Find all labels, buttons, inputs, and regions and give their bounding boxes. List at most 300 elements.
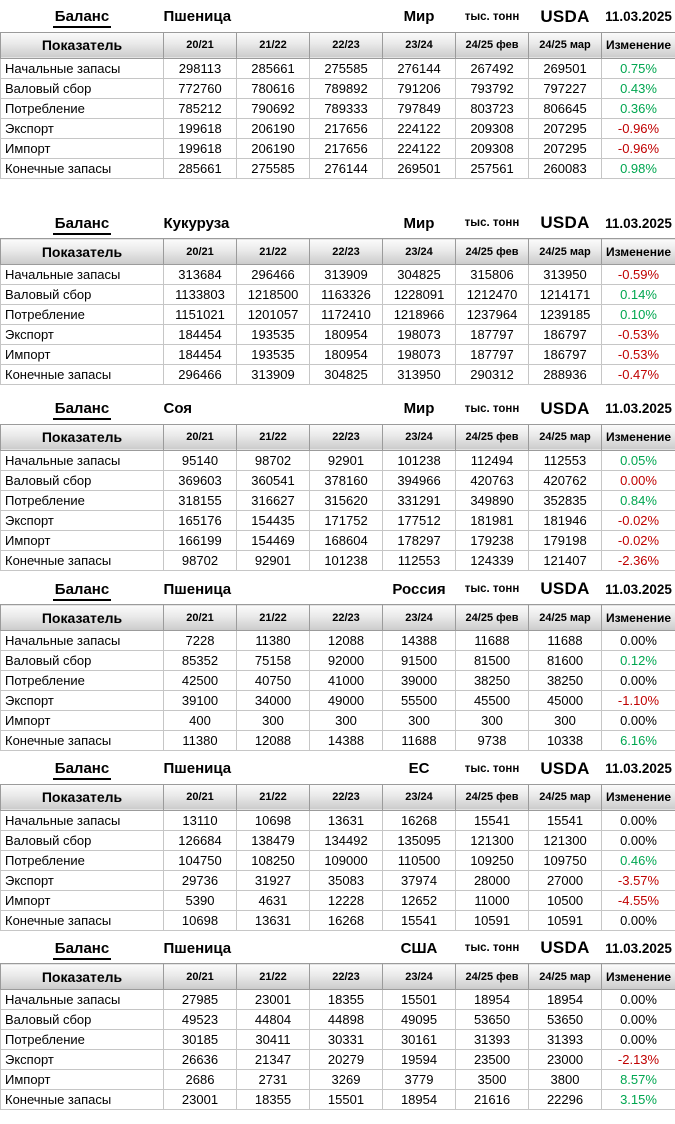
indicator-header: Показатель bbox=[1, 605, 164, 631]
cell-value: 198073 bbox=[383, 325, 456, 345]
change-value: 0.46% bbox=[602, 850, 675, 870]
table-title-row bbox=[1, 2, 675, 32]
table-row bbox=[1, 830, 675, 850]
cell-value: 49000 bbox=[310, 691, 383, 711]
cell-value: 124339 bbox=[456, 550, 529, 570]
table-row bbox=[1, 305, 675, 325]
table-row bbox=[1, 138, 675, 158]
table-header-row bbox=[1, 964, 675, 990]
cell-value: 209308 bbox=[456, 138, 529, 158]
cell-value: 171752 bbox=[310, 510, 383, 530]
cell-value: 18954 bbox=[383, 1090, 456, 1110]
cell-value: 138479 bbox=[237, 830, 310, 850]
cell-value: 1218500 bbox=[237, 285, 310, 305]
cell-value: 3779 bbox=[383, 1070, 456, 1090]
row-label: Конечные запасы bbox=[1, 365, 164, 385]
cell-value: 1212470 bbox=[456, 285, 529, 305]
row-label: Экспорт bbox=[1, 870, 164, 890]
cell-value: 806645 bbox=[529, 98, 602, 118]
cell-value: 12088 bbox=[237, 731, 310, 751]
cell-value: 53650 bbox=[529, 1010, 602, 1030]
row-label: Импорт bbox=[1, 890, 164, 910]
commodity-label: Пшеница bbox=[163, 939, 232, 957]
change-value: 0.36% bbox=[602, 98, 675, 118]
table-body bbox=[1, 450, 675, 570]
cell-value: 420762 bbox=[529, 470, 602, 490]
cell-value: 40750 bbox=[237, 671, 310, 691]
cell-value: 21616 bbox=[456, 1090, 529, 1110]
table-title-row bbox=[1, 575, 675, 605]
change-value: 0.00% bbox=[602, 1030, 675, 1050]
cell-value: 184454 bbox=[164, 325, 237, 345]
cell-value: 793792 bbox=[456, 78, 529, 98]
cell-value: 269501 bbox=[383, 158, 456, 178]
cell-value: 193535 bbox=[237, 325, 310, 345]
change-value: 0.43% bbox=[602, 78, 675, 98]
region-label: Россия bbox=[392, 580, 446, 598]
cell-value: 349890 bbox=[456, 490, 529, 510]
cell-value: 11000 bbox=[456, 890, 529, 910]
row-label: Импорт bbox=[1, 1070, 164, 1090]
cell-value: 35083 bbox=[310, 870, 383, 890]
balance-report bbox=[0, 2, 675, 1110]
column-header: 24/25 фев bbox=[456, 239, 529, 265]
cell-value: 12652 bbox=[383, 890, 456, 910]
table-row bbox=[1, 510, 675, 530]
table-body bbox=[1, 265, 675, 385]
row-label: Импорт bbox=[1, 530, 164, 550]
cell-value: 3800 bbox=[529, 1070, 602, 1090]
commodity-label: Пшеница bbox=[163, 760, 232, 778]
change-value: 0.98% bbox=[602, 158, 675, 178]
cell-value: 30331 bbox=[310, 1030, 383, 1050]
table-row bbox=[1, 890, 675, 910]
report-date: 11.03.2025 bbox=[605, 761, 672, 777]
column-header: 23/24 bbox=[383, 239, 456, 265]
row-label: Экспорт bbox=[1, 118, 164, 138]
change-value: -0.53% bbox=[602, 345, 675, 365]
cell-value: 166199 bbox=[164, 530, 237, 550]
cell-value: 108250 bbox=[237, 850, 310, 870]
change-value: 0.00% bbox=[602, 1010, 675, 1030]
cell-value: 81600 bbox=[529, 651, 602, 671]
change-value: 0.00% bbox=[602, 990, 675, 1010]
units-label: тыс. тонн bbox=[464, 762, 520, 775]
cell-value: 300 bbox=[310, 711, 383, 731]
cell-value: 296466 bbox=[237, 265, 310, 285]
cell-value: 44804 bbox=[237, 1010, 310, 1030]
cell-value: 5390 bbox=[164, 890, 237, 910]
change-value: 0.00% bbox=[602, 910, 675, 930]
units-label: тыс. тонн bbox=[464, 402, 520, 415]
row-label: Импорт bbox=[1, 138, 164, 158]
cell-value: 296466 bbox=[164, 365, 237, 385]
table-row bbox=[1, 450, 675, 470]
balance-table bbox=[0, 394, 675, 571]
cell-value: 298113 bbox=[164, 58, 237, 78]
cell-value: 304825 bbox=[310, 365, 383, 385]
cell-value: 11380 bbox=[164, 731, 237, 751]
cell-value: 275585 bbox=[237, 158, 310, 178]
cell-value: 206190 bbox=[237, 138, 310, 158]
cell-value: 109750 bbox=[529, 850, 602, 870]
cell-value: 186797 bbox=[529, 325, 602, 345]
change-value: 0.00% bbox=[602, 810, 675, 830]
report-date: 11.03.2025 bbox=[605, 9, 672, 25]
table-row bbox=[1, 325, 675, 345]
change-value: -2.36% bbox=[602, 550, 675, 570]
table-header-row bbox=[1, 239, 675, 265]
table-row bbox=[1, 365, 675, 385]
cell-value: 3269 bbox=[310, 1070, 383, 1090]
cell-value: 23001 bbox=[164, 1090, 237, 1110]
cell-value: 199618 bbox=[164, 138, 237, 158]
column-header: 24/25 фев bbox=[456, 424, 529, 450]
cell-value: 13631 bbox=[310, 810, 383, 830]
source-label: USDA bbox=[540, 213, 590, 233]
report-date: 11.03.2025 bbox=[605, 401, 672, 417]
cell-value: 26636 bbox=[164, 1050, 237, 1070]
row-label: Начальные запасы bbox=[1, 810, 164, 830]
cell-value: 10698 bbox=[164, 910, 237, 930]
region-label: ЕС bbox=[408, 760, 430, 778]
cell-value: 18954 bbox=[456, 990, 529, 1010]
change-value: 8.57% bbox=[602, 1070, 675, 1090]
cell-value: 92901 bbox=[310, 450, 383, 470]
cell-value: 331291 bbox=[383, 490, 456, 510]
table-row bbox=[1, 1090, 675, 1110]
cell-value: 313950 bbox=[529, 265, 602, 285]
column-header: 24/25 мар bbox=[529, 784, 602, 810]
units-label: тыс. тонн bbox=[464, 942, 520, 955]
table-body bbox=[1, 990, 675, 1110]
row-label: Валовый сбор bbox=[1, 470, 164, 490]
column-header: 22/23 bbox=[310, 784, 383, 810]
balance-label: Баланс bbox=[1, 754, 164, 784]
cell-value: 27000 bbox=[529, 870, 602, 890]
balance-label: Баланс bbox=[1, 394, 164, 424]
change-header: Изменение bbox=[602, 605, 675, 631]
column-header: 24/25 мар bbox=[529, 32, 602, 58]
cell-value: 34000 bbox=[237, 691, 310, 711]
cell-value: 38250 bbox=[529, 671, 602, 691]
table-body bbox=[1, 58, 675, 178]
table-row bbox=[1, 78, 675, 98]
cell-value: 10591 bbox=[456, 910, 529, 930]
cell-value: 772760 bbox=[164, 78, 237, 98]
column-header: 20/21 bbox=[164, 424, 237, 450]
cell-value: 126684 bbox=[164, 830, 237, 850]
cell-value: 4631 bbox=[237, 890, 310, 910]
change-value: 0.12% bbox=[602, 651, 675, 671]
change-value: -0.02% bbox=[602, 510, 675, 530]
cell-value: 300 bbox=[237, 711, 310, 731]
indicator-header: Показатель bbox=[1, 32, 164, 58]
change-value: 6.16% bbox=[602, 731, 675, 751]
cell-value: 217656 bbox=[310, 118, 383, 138]
cell-value: 109250 bbox=[456, 850, 529, 870]
cell-value: 104750 bbox=[164, 850, 237, 870]
table-row bbox=[1, 490, 675, 510]
cell-value: 12228 bbox=[310, 890, 383, 910]
column-header: 22/23 bbox=[310, 964, 383, 990]
report-date: 11.03.2025 bbox=[605, 940, 672, 956]
cell-value: 9738 bbox=[456, 731, 529, 751]
row-label: Начальные запасы bbox=[1, 58, 164, 78]
cell-value: 1228091 bbox=[383, 285, 456, 305]
column-header: 20/21 bbox=[164, 605, 237, 631]
row-label: Валовый сбор bbox=[1, 78, 164, 98]
cell-value: 780616 bbox=[237, 78, 310, 98]
cell-value: 92901 bbox=[237, 550, 310, 570]
cell-value: 31393 bbox=[529, 1030, 602, 1050]
table-row bbox=[1, 1070, 675, 1090]
cell-value: 49095 bbox=[383, 1010, 456, 1030]
region-label: Мир bbox=[403, 214, 435, 232]
column-header: 24/25 мар bbox=[529, 424, 602, 450]
row-label: Импорт bbox=[1, 345, 164, 365]
cell-value: 85352 bbox=[164, 651, 237, 671]
balance-table bbox=[0, 2, 675, 179]
change-value: 0.84% bbox=[602, 490, 675, 510]
row-label: Потребление bbox=[1, 305, 164, 325]
cell-value: 209308 bbox=[456, 118, 529, 138]
cell-value: 31393 bbox=[456, 1030, 529, 1050]
cell-value: 15541 bbox=[383, 910, 456, 930]
cell-value: 45500 bbox=[456, 691, 529, 711]
balance-table bbox=[0, 934, 675, 1111]
cell-value: 400 bbox=[164, 711, 237, 731]
change-value: -3.57% bbox=[602, 870, 675, 890]
cell-value: 187797 bbox=[456, 345, 529, 365]
column-header: 21/22 bbox=[237, 605, 310, 631]
cell-value: 10698 bbox=[237, 810, 310, 830]
row-label: Валовый сбор bbox=[1, 1010, 164, 1030]
cell-value: 92000 bbox=[310, 651, 383, 671]
commodity-label: Пшеница bbox=[163, 8, 232, 26]
cell-value: 290312 bbox=[456, 365, 529, 385]
row-label: Валовый сбор bbox=[1, 651, 164, 671]
table-row bbox=[1, 711, 675, 731]
column-header: 24/25 мар bbox=[529, 605, 602, 631]
cell-value: 109000 bbox=[310, 850, 383, 870]
cell-value: 316627 bbox=[237, 490, 310, 510]
cell-value: 224122 bbox=[383, 138, 456, 158]
column-header: 20/21 bbox=[164, 964, 237, 990]
source-label: USDA bbox=[540, 758, 590, 778]
indicator-header: Показатель bbox=[1, 239, 164, 265]
cell-value: 16268 bbox=[310, 910, 383, 930]
change-value: 3.15% bbox=[602, 1090, 675, 1110]
table-body bbox=[1, 631, 675, 751]
cell-value: 803723 bbox=[456, 98, 529, 118]
cell-value: 23500 bbox=[456, 1050, 529, 1070]
table-row bbox=[1, 1010, 675, 1030]
row-label: Начальные запасы bbox=[1, 631, 164, 651]
cell-value: 789333 bbox=[310, 98, 383, 118]
column-header: 24/25 фев bbox=[456, 32, 529, 58]
column-header: 21/22 bbox=[237, 784, 310, 810]
cell-value: 11688 bbox=[456, 631, 529, 651]
change-value: 0.00% bbox=[602, 671, 675, 691]
units-label: тыс. тонн bbox=[464, 10, 520, 23]
cell-value: 352835 bbox=[529, 490, 602, 510]
row-label: Начальные запасы bbox=[1, 265, 164, 285]
table-row bbox=[1, 671, 675, 691]
cell-value: 315806 bbox=[456, 265, 529, 285]
cell-value: 30411 bbox=[237, 1030, 310, 1050]
balance-label: Баланс bbox=[1, 575, 164, 605]
cell-value: 285661 bbox=[237, 58, 310, 78]
cell-value: 184454 bbox=[164, 345, 237, 365]
change-header: Изменение bbox=[602, 32, 675, 58]
column-header: 22/23 bbox=[310, 32, 383, 58]
cell-value: 45000 bbox=[529, 691, 602, 711]
commodity-label: Пшеница bbox=[163, 580, 232, 598]
table-row bbox=[1, 1050, 675, 1070]
row-label: Импорт bbox=[1, 711, 164, 731]
cell-value: 369603 bbox=[164, 470, 237, 490]
change-value: 0.00% bbox=[602, 830, 675, 850]
cell-value: 42500 bbox=[164, 671, 237, 691]
table-row bbox=[1, 118, 675, 138]
cell-value: 135095 bbox=[383, 830, 456, 850]
change-value: 0.75% bbox=[602, 58, 675, 78]
change-header: Изменение bbox=[602, 239, 675, 265]
cell-value: 41000 bbox=[310, 671, 383, 691]
cell-value: 420763 bbox=[456, 470, 529, 490]
cell-value: 112494 bbox=[456, 450, 529, 470]
cell-value: 3500 bbox=[456, 1070, 529, 1090]
table-row bbox=[1, 850, 675, 870]
cell-value: 1201057 bbox=[237, 305, 310, 325]
row-label: Начальные запасы bbox=[1, 450, 164, 470]
table-header-row bbox=[1, 424, 675, 450]
cell-value: 267492 bbox=[456, 58, 529, 78]
cell-value: 785212 bbox=[164, 98, 237, 118]
cell-value: 315620 bbox=[310, 490, 383, 510]
cell-value: 55500 bbox=[383, 691, 456, 711]
indicator-header: Показатель bbox=[1, 784, 164, 810]
row-label: Экспорт bbox=[1, 691, 164, 711]
region-label: Мир bbox=[403, 400, 435, 418]
column-header: 20/21 bbox=[164, 239, 237, 265]
table-row bbox=[1, 990, 675, 1010]
table-row bbox=[1, 731, 675, 751]
cell-value: 10338 bbox=[529, 731, 602, 751]
column-header: 23/24 bbox=[383, 605, 456, 631]
cell-value: 91500 bbox=[383, 651, 456, 671]
table-row bbox=[1, 810, 675, 830]
cell-value: 121300 bbox=[456, 830, 529, 850]
change-value: -0.96% bbox=[602, 118, 675, 138]
cell-value: 187797 bbox=[456, 325, 529, 345]
table-title-row bbox=[1, 209, 675, 239]
cell-value: 14388 bbox=[383, 631, 456, 651]
row-label: Конечные запасы bbox=[1, 550, 164, 570]
cell-value: 313950 bbox=[383, 365, 456, 385]
cell-value: 1133803 bbox=[164, 285, 237, 305]
column-header: 24/25 фев bbox=[456, 964, 529, 990]
cell-value: 1214171 bbox=[529, 285, 602, 305]
column-header: 21/22 bbox=[237, 32, 310, 58]
cell-value: 276144 bbox=[383, 58, 456, 78]
cell-value: 81500 bbox=[456, 651, 529, 671]
cell-value: 300 bbox=[456, 711, 529, 731]
table-row bbox=[1, 98, 675, 118]
cell-value: 18355 bbox=[310, 990, 383, 1010]
cell-value: 134492 bbox=[310, 830, 383, 850]
cell-value: 154469 bbox=[237, 530, 310, 550]
cell-value: 206190 bbox=[237, 118, 310, 138]
table-row bbox=[1, 158, 675, 178]
cell-value: 178297 bbox=[383, 530, 456, 550]
cell-value: 1218966 bbox=[383, 305, 456, 325]
cell-value: 38250 bbox=[456, 671, 529, 691]
cell-value: 217656 bbox=[310, 138, 383, 158]
change-value: -2.13% bbox=[602, 1050, 675, 1070]
cell-value: 28000 bbox=[456, 870, 529, 890]
change-value: 0.14% bbox=[602, 285, 675, 305]
table-body bbox=[1, 810, 675, 930]
row-label: Потребление bbox=[1, 850, 164, 870]
cell-value: 154435 bbox=[237, 510, 310, 530]
table-title-row bbox=[1, 754, 675, 784]
cell-value: 2731 bbox=[237, 1070, 310, 1090]
cell-value: 12088 bbox=[310, 631, 383, 651]
cell-value: 29736 bbox=[164, 870, 237, 890]
change-header: Изменение bbox=[602, 784, 675, 810]
cell-value: 11380 bbox=[237, 631, 310, 651]
report-date: 11.03.2025 bbox=[605, 215, 672, 231]
table-row bbox=[1, 651, 675, 671]
change-value: -0.96% bbox=[602, 138, 675, 158]
cell-value: 180954 bbox=[310, 325, 383, 345]
indicator-header: Показатель bbox=[1, 964, 164, 990]
cell-value: 797227 bbox=[529, 78, 602, 98]
column-header: 24/25 мар bbox=[529, 964, 602, 990]
cell-value: 19594 bbox=[383, 1050, 456, 1070]
cell-value: 1237964 bbox=[456, 305, 529, 325]
column-header: 23/24 bbox=[383, 32, 456, 58]
row-label: Потребление bbox=[1, 671, 164, 691]
cell-value: 300 bbox=[383, 711, 456, 731]
cell-value: 285661 bbox=[164, 158, 237, 178]
row-label: Экспорт bbox=[1, 1050, 164, 1070]
column-header: 21/22 bbox=[237, 964, 310, 990]
cell-value: 2686 bbox=[164, 1070, 237, 1090]
balance-label: Баланс bbox=[1, 2, 164, 32]
change-value: 0.00% bbox=[602, 470, 675, 490]
cell-value: 30185 bbox=[164, 1030, 237, 1050]
cell-value: 186797 bbox=[529, 345, 602, 365]
change-value: 0.00% bbox=[602, 711, 675, 731]
cell-value: 1151021 bbox=[164, 305, 237, 325]
change-header: Изменение bbox=[602, 424, 675, 450]
cell-value: 27985 bbox=[164, 990, 237, 1010]
column-header: 24/25 мар bbox=[529, 239, 602, 265]
cell-value: 168604 bbox=[310, 530, 383, 550]
source-label: USDA bbox=[540, 938, 590, 958]
cell-value: 21347 bbox=[237, 1050, 310, 1070]
cell-value: 112553 bbox=[529, 450, 602, 470]
change-value: -4.55% bbox=[602, 890, 675, 910]
table-row bbox=[1, 1030, 675, 1050]
cell-value: 95140 bbox=[164, 450, 237, 470]
cell-value: 179238 bbox=[456, 530, 529, 550]
cell-value: 193535 bbox=[237, 345, 310, 365]
cell-value: 394966 bbox=[383, 470, 456, 490]
